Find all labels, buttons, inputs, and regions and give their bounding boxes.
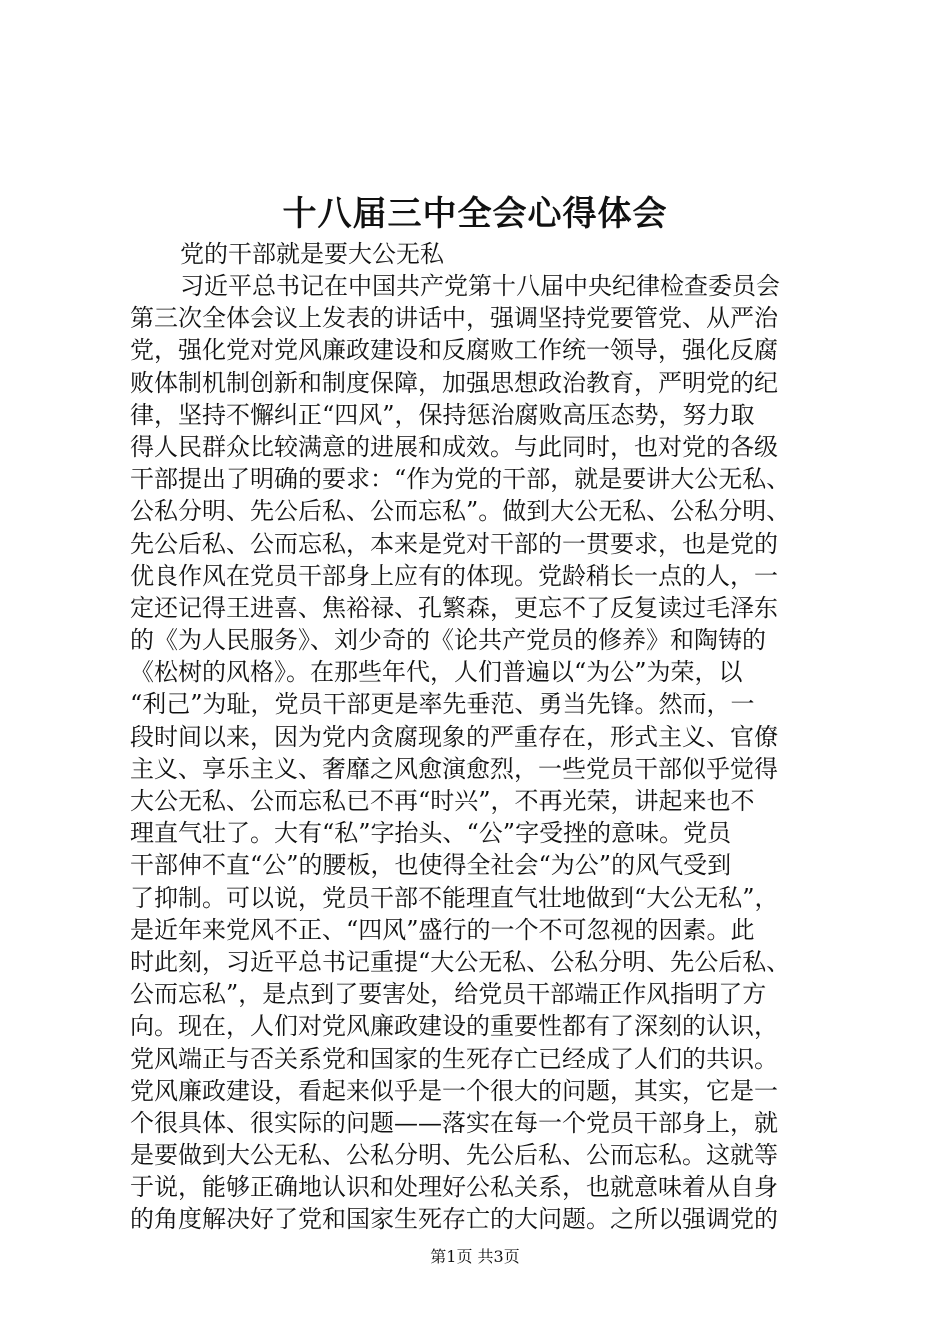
body-line: 了抑制。可以说，党员干部不能理直气壮地做到“大公无私”， (130, 883, 779, 912)
body-line: 公私分明、先公后私、公而忘私”。做到大公无私、公私分明、 (130, 497, 791, 526)
body-line: 是要做到大公无私、公私分明、先公后私、公而忘私。这就等 (130, 1141, 778, 1170)
body-line: 党风端正与否关系党和国家的生死存亡已经成了人们的共识。 (130, 1044, 778, 1073)
body-line: 于说，能够正确地认识和处理好公私关系，也就意味着从自身 (130, 1173, 778, 1202)
body-line: 得人民群众比较满意的进展和成效。与此同时，也对党的各级 (130, 432, 778, 461)
body-line: 的《为人民服务》、刘少奇的《论共产党员的修养》和陶铸的 (130, 626, 766, 655)
body-line: 《松树的风格》。在那些年代，人们普遍以“为公”为荣，以 (130, 658, 743, 687)
body-line: 大公无私、公而忘私已不再“时兴”，不再光荣，讲起来也不 (130, 787, 755, 815)
page-footer: 第1页 共3页 (430, 1247, 520, 1266)
body-line: 优良作风在党员干部身上应有的体现。党龄稍长一点的人，一 (130, 561, 778, 590)
body-line: 是近年来党风不正、“四风”盛行的一个不可忽视的因素。此 (130, 915, 755, 944)
body-line: 干部提出了明确的要求：“作为党的干部，就是要讲大公无私、 (130, 465, 791, 494)
body-line: 段时间以来，因为党内贪腐现象的严重存在，形式主义、官僚 (130, 722, 778, 751)
body-line: 主义、享乐主义、奢靡之风愈演愈烈，一些党员干部似乎觉得 (130, 754, 778, 783)
page-title: 十八届三中全会心得体会 (282, 194, 668, 234)
body-line: 党风廉政建设，看起来似乎是一个很大的问题，其实，它是一 (130, 1076, 778, 1105)
body-line: 第三次全体会议上发表的讲话中，强调坚持党要管党、从严治 (130, 304, 778, 333)
body-line: 个很具体、很实际的问题——落实在每一个党员干部身上，就 (130, 1108, 778, 1137)
body-line: 干部伸不直“公”的腰板，也使得全社会“为公”的风气受到 (130, 851, 732, 880)
body-line: “利己”为耻，党员干部更是率先垂范、勇当先锋。然而，一 (130, 690, 755, 719)
body-line: 的角度解决好了党和国家生死存亡的大问题。之所以强调党的 (130, 1205, 778, 1234)
subtitle: 党的干部就是要大公无私 (180, 240, 444, 268)
body-line: 向。现在，人们对党风廉政建设的重要性都有了深刻的认识， (130, 1012, 778, 1041)
body-line: 败体制机制创新和制度保障，加强思想政治教育，严明党的纪 (130, 368, 778, 397)
body-line: 时此刻，习近平总书记重提“大公无私、公私分明、先公后私、 (130, 947, 791, 976)
body-line: 党，强化党对党风廉政建设和反腐败工作统一领导，强化反腐 (130, 336, 778, 365)
body-line: 理直气壮了。大有“私”字抬头、“公”字受挫的意味。党员 (130, 819, 732, 848)
body-line: 定还记得王进喜、焦裕禄、孔繁森，更忘不了反复读过毛泽东 (130, 593, 778, 622)
body-line: 律，坚持不懈纠正“四风”，保持惩治腐败高压态势，努力取 (130, 400, 755, 429)
body-line: 先公后私、公而忘私，本来是党对干部的一贯要求，也是党的 (130, 529, 778, 558)
body-line: 公而忘私”，是点到了要害处，给党员干部端正作风指明了方 (130, 980, 767, 1009)
body-text (130, 270, 826, 1236)
body-line: 习近平总书记在中国共产党第十八届中央纪律检查委员会 (180, 272, 780, 300)
